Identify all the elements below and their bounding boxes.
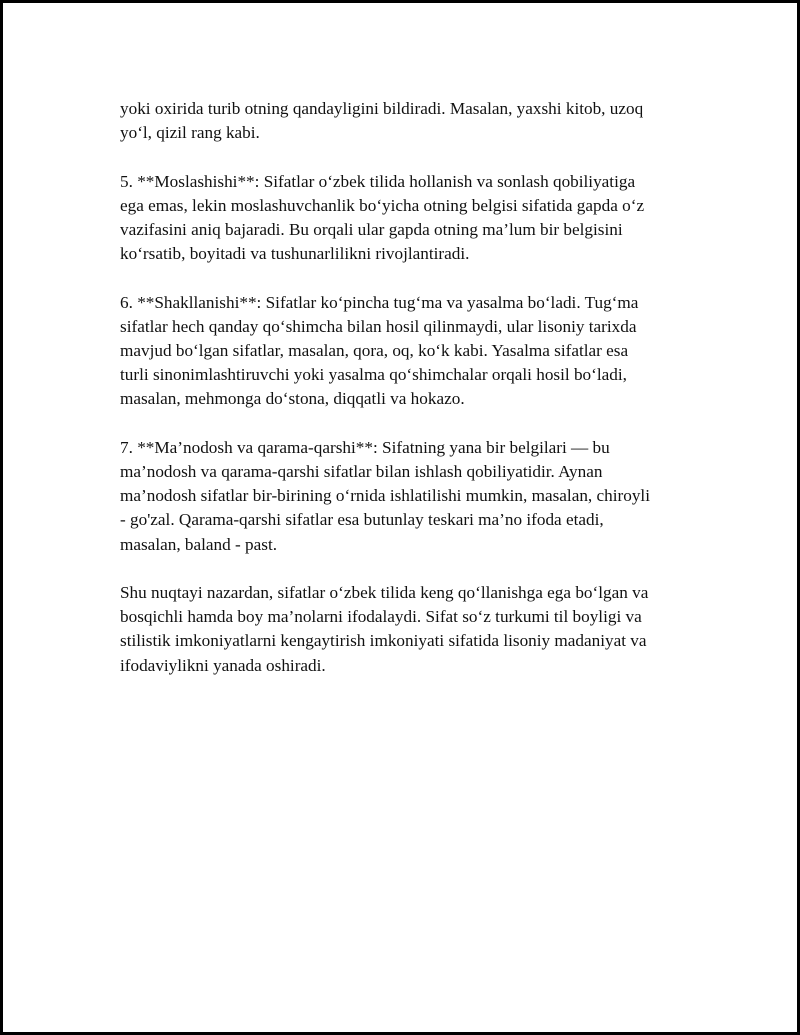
paragraph-shakllanishi — [120, 291, 705, 412]
text-line: mavjud bo‘lgan sifatlar, masalan, qora, oq, ko‘k kabi. Yasalma sifatlar esa — [120, 341, 629, 360]
text-line: vazifasini aniq bajaradi. Bu orqali ular gapda otning ma’lum bir belgisini — [120, 220, 623, 239]
paragraph-conclusion — [120, 581, 705, 678]
paragraph-moslashishi — [120, 170, 705, 267]
text-line: ega emas, lekin moslashuvchanlik bo‘yicha otning belgisi sifatida gapda o‘z — [120, 195, 645, 215]
text-line: ko‘rsatib, boyitadi va tushunarlilikni rivojlantiradi. — [120, 244, 470, 264]
document-body — [120, 97, 705, 702]
text-line: Shu nuqtayi nazardan, sifatlar o‘zbek tilida keng qo‘llanishga ega bo‘lgan va — [120, 583, 649, 602]
text-line: 5. **Moslashishi**: Sifatlar o‘zbek tilida hollanish va sonlash qobiliyatiga — [120, 171, 636, 191]
text-line: - go'zal. Qarama-qarshi sifatlar esa butunlay teskari ma’no ifoda etadi, — [120, 510, 604, 530]
text-line: 7. **Ma’nodosh va qarama-qarshi**: Sifatning yana bir belgilari — bu — [120, 437, 610, 457]
paragraph-intro-continuation — [120, 97, 705, 145]
text-line: yoki oxirida turib otning qandayligini bildiradi. Masalan, yaxshi kitob, uzoq — [120, 99, 644, 118]
text-line: masalan, baland - past. — [120, 534, 278, 554]
text-line: masalan, mehmonga do‘stona, diqqatli va hokazo. — [120, 389, 465, 409]
text-line: sifatlar hech qanday qo‘shimcha bilan hosil qilinmaydi, ular lisoniy tarixda — [120, 316, 637, 336]
text-line: ma’nodosh sifatlar bir-birining o‘rnida ishlatilishi mumkin, masalan, chiroyli — [120, 486, 650, 506]
text-line: yo‘l, qizil rang kabi. — [120, 123, 260, 143]
text-line: bosqichli hamda boy ma’nolarni ifodalaydi. Sifat so‘z turkumi til boyligi va — [120, 607, 642, 627]
text-line: 6. **Shakllanishi**: Sifatlar ko‘pincha tug‘ma va yasalma bo‘ladi. Tug‘ma — [120, 292, 639, 312]
text-line: ma’nodosh va qarama-qarshi sifatlar bilan ishlash qobiliyatidir. Aynan — [120, 462, 603, 481]
text-line: turli sinonimlashtiruvchi yoki yasalma qo‘shimchalar orqali hosil bo‘ladi, — [120, 365, 627, 385]
text-line: stilistik imkoniyatlarni kengaytirish imkoniyati sifatida lisoniy madaniyat va — [120, 631, 647, 651]
text-line: ifodaviylikni yanada oshiradi. — [120, 655, 326, 675]
paragraph-manodosh — [120, 436, 705, 557]
